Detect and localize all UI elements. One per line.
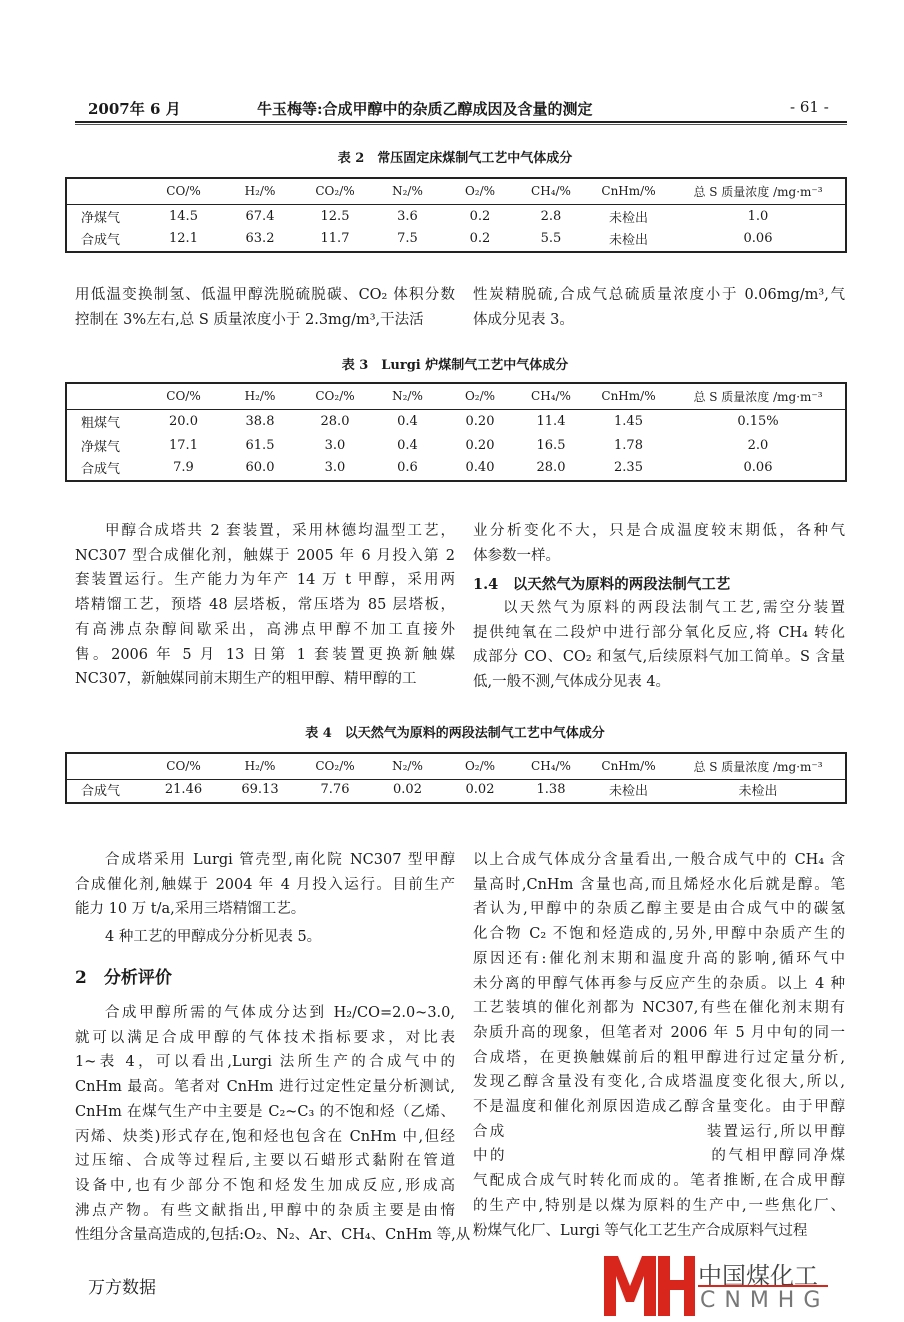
table-cell: 0.20 [465,437,495,453]
table-cell: 总 S 质量浓度 /mg·m⁻³ [671,753,846,779]
watermark-cn: 中国煤化工 [698,1262,818,1290]
text-line: 塔精馏工艺，预塔 48 层塔板，常压塔为 85 层塔板， [75,597,455,614]
table-cell: 69.13 [241,781,279,797]
text-line: 发现乙醇含量没有变化,合成塔温度变化很大,所以, [473,1074,845,1091]
table-cell: 0.6 [397,459,418,475]
table-cell: 63.2 [245,230,275,246]
table-cell: 12.1 [169,230,198,246]
text-line: 工艺装填的催化剂都为 NC307,有些在催化剂末期有 [473,1000,845,1017]
table-cell: CH₄/% [516,383,586,409]
table-row [66,409,846,433]
table-cell: 0.02 [465,781,495,797]
text-line: NC307，新触媒同前末期生产的粗甲醇、精甲醇的工 [75,671,417,688]
table-cell: 67.4 [245,208,275,224]
text-line: 原因还有:催化剂末期和温度升高的影响,循环气中 [473,950,845,967]
header-title: 牛玉梅等:合成甲醇中的杂质乙醇成因及含量的测定 [257,100,593,118]
table-cell: 未检出 [608,783,648,799]
table4-title: 表 4 以天然气为原料的两段法制气工艺中气体成分 [305,726,605,741]
text-line: 业分析变化不大，只是合成温度较末期低，各种气 [473,523,845,539]
text-line: NC307 型合成催化剂，触媒于 2005 年 6 月投入第 2 [75,547,455,564]
table-cell: CnHm/% [586,753,671,779]
text-line: 售。2006 年 5 月 13 日第 1 套装置更换新触媒 [75,646,455,663]
table-cell: 0.4 [397,437,418,453]
row-label: 粗煤气 [81,415,121,431]
table-cell: CO₂/% [299,753,371,779]
para3-p2 [75,925,455,950]
text-line: 未分离的甲醇气体再参与反应产生的杂质。以上 4 种 [473,975,845,992]
text-line: 性组分含量高造成的,包括:O₂、N₂、Ar、CH₄、CnHm 等,从 [75,1227,471,1244]
table-cell: 2.8 [540,208,562,224]
table-cell: 61.5 [245,437,275,453]
table-cell: H₂/% [221,178,299,204]
table3 [65,382,847,482]
table-row [66,204,846,228]
page-number: - 61 - [790,98,829,116]
table-cell: O₂/% [444,753,516,779]
table-cell: 0.20 [465,413,495,429]
text-line: 合成甲醇所需的气体成分达到 H₂/CO=2.0~3.0, [105,1005,455,1021]
table2-title: 表 2 常压固定床煤制气工艺中气体成分 [337,151,573,166]
text-line: 体参数一样。 [473,547,560,564]
table-cell: H₂/% [221,383,299,409]
table-cell: 0.2 [469,230,491,246]
table-cell: 17.1 [169,437,198,453]
text-line: CnHm 最高。笔者对 CnHm 进行过定性定量分析测试, [75,1079,455,1096]
text-line: 能力 10 万 t/a,采用三塔精馏工艺。 [75,901,306,918]
table-cell: 未检出 [608,210,648,226]
table-cell: 1.38 [536,781,566,797]
table-row [66,433,846,457]
header-rule [75,121,847,123]
table-cell: 总 S 质量浓度 /mg·m⁻³ [671,178,846,204]
table-cell: CO₂/% [299,178,371,204]
table4 [65,752,847,804]
watermark-logo [600,1254,840,1318]
table-cell: 0.4 [397,413,418,429]
header-date: 2007年 6 月 [88,100,181,118]
table-cell: 14.5 [169,208,198,224]
text-line: 成部分 CO、CO₂ 和氢气,后续原料气加工简单。S 含量 [473,649,845,666]
section-heading-2: 2 分析评价 [75,968,172,988]
text-line: 气配成合成气时转化而成的。笔者推断,在合成甲醇 [473,1173,845,1190]
text-line: 有高沸点杂醇间歇采出，高沸点甲醇不加工直接外 [75,621,455,638]
table-row [66,457,846,481]
text-line: 低,一般不测,气体成分见表 4。 [473,674,671,691]
text-line: 性炭精脱硫,合成气总硫质量浓度小于 0.06mg/m³,气 [473,287,845,303]
text-line: 的生产中,特别是以煤为原料的生产中,一些焦化厂、 [473,1197,845,1214]
text-line: 体成分见表 3。 [473,311,574,328]
table-row [66,228,846,252]
table-cell: 0.02 [393,781,422,797]
table-cell: O₂/% [444,178,516,204]
para2-right [473,519,845,568]
footer-source: 万方数据 [88,1278,156,1298]
table-cell: 未检出 [608,232,648,248]
text-line: 4 种工艺的甲醇成分分析见表 5。 [105,929,322,945]
table-cell: 60.0 [245,459,275,475]
text-line: 粉煤气化厂、Lurgi 等气化工艺生产合成原料气过程 [473,1222,808,1239]
para2-left [75,519,455,692]
table-cell: CO/% [146,753,221,779]
para1-left [75,283,455,332]
watermark-en: CNMHG [700,1288,830,1313]
table-cell: 7.9 [173,459,194,475]
table-cell: 1.78 [614,437,643,453]
table-header-row [66,383,846,409]
table-cell [66,753,146,779]
table-cell: 总 S 质量浓度 /mg·m⁻³ [671,383,846,409]
text-line: 以天然气为原料的两段法制气工艺,需空分装置 [503,600,845,616]
text-line: 控制在 3%左右,总 S 质量浓度小于 2.3mg/m³,干法活 [75,311,424,328]
table-cell: 38.8 [245,413,275,429]
text-line: 量高时,CnHm 含量也高,而且烯烃水化后就是醇。笔 [473,876,845,893]
text-line: 合成塔采用 Lurgi 管壳型,南化院 NC307 型甲醇 [105,852,455,868]
table-cell: 20.0 [169,413,198,429]
text-line: 合成催化剂,触媒于 2004 年 4 月投入运行。目前生产 [75,876,455,893]
table-cell: CH₄/% [516,178,586,204]
table-cell: 3.6 [397,208,418,224]
text-line: 化合物 C₂ 不饱和烃造成的,另外,甲醇中杂质产生的 [473,926,845,943]
table-cell: H₂/% [221,753,299,779]
row-label: 合成气 [81,783,121,799]
table-cell [66,383,146,409]
table-cell: N₂/% [371,753,444,779]
table-header-row [66,178,846,204]
table-cell: 21.46 [164,781,203,797]
text-line: 丙烯、炔类)形式存在,饱和烃也包含在 CnHm 中,但经 [75,1128,455,1145]
table-cell: 11.4 [536,413,566,429]
table-cell: 2.35 [614,459,643,475]
table-row [66,779,846,803]
table-cell: N₂/% [371,178,444,204]
table-cell: 0.06 [743,459,773,475]
table-cell: 3.0 [324,459,346,475]
text-line: 以上合成气体成分含量看出,一般合成气中的 CH₄ 含 [473,852,845,868]
row-label: 净煤气 [81,210,121,226]
para1-right [473,283,845,332]
text-line: 合成 装置运行,所以甲醇 [473,1123,845,1140]
table2 [65,177,847,253]
para3-p3 [75,1001,471,1248]
table-cell: 3.0 [324,437,346,453]
text-line: 套装置运行。生产能力为年产 14 万 t 甲醇，采用两 [75,572,455,589]
table-cell: 未检出 [738,783,778,799]
table-cell: CH₄/% [516,753,586,779]
table-cell: 0.2 [469,208,491,224]
table-cell: 12.5 [320,208,350,224]
table-cell: 7.5 [397,230,418,246]
text-line: 提供纯氧在二段炉中进行部分氧化反应,将 CH₄ 转化 [473,624,845,641]
table-cell: 5.5 [540,230,562,246]
section-heading-1-4: 1.4 以天然气为原料的两段法制气工艺 [473,576,731,593]
table-cell: 7.76 [320,781,350,797]
table-cell: 1.45 [614,413,643,429]
para3-right [473,848,845,1243]
text-line: 就可以满足合成甲醇的气体技术指标要求，对比表 [75,1029,455,1046]
table-cell: 11.7 [320,230,350,246]
table-cell: CO/% [146,178,221,204]
row-label: 合成气 [81,232,121,248]
text-line: 1~表 4，可以看出,Lurgi 法所生产的合成气中的 [75,1054,455,1071]
text-line: 不是温度和催化剂原因造成乙醇含量变化。由于甲醇 [473,1099,845,1116]
table-cell: 0.40 [465,459,495,475]
table-cell: CnHm/% [586,178,671,204]
table-cell: 2.0 [747,437,769,453]
text-line: 过压缩、合成等过程后,主要以石蜡形式黏附在管道 [75,1153,455,1170]
table-cell: 0.06 [743,230,773,246]
table-cell: O₂/% [444,383,516,409]
table-cell: 0.15% [737,413,779,429]
row-label: 合成气 [81,461,121,477]
text-line: 设备中,也有少部分不饱和烃发生加成反应,形成高 [75,1177,455,1194]
cnmhg-logo-icon [600,1254,695,1318]
table-cell: CO/% [146,383,221,409]
watermark-line [698,1285,828,1287]
table-cell [66,178,146,204]
table-cell: 16.5 [536,437,566,453]
para3-p1 [75,848,455,922]
header-rule-thin [75,124,847,125]
table-cell: N₂/% [371,383,444,409]
table3-title: 表 3 Lurgi 炉煤制气工艺中气体成分 [341,358,569,373]
text-line: 用低温变换制氢、低温甲醇洗脱硫脱碳、CO₂ 体积分数 [75,287,455,303]
text-line: CnHm 在煤气生产中主要是 C₂~C₃ 的不饱和烃（乙烯、 [75,1103,455,1120]
text-line: 沸点产物。有些文献指出,甲醇中的杂质主要是由惰 [75,1202,455,1219]
row-label: 净煤气 [81,439,121,455]
para2-right2 [473,596,845,695]
table-cell: 28.0 [320,413,350,429]
table-cell: 1.0 [747,208,769,224]
table-cell: CnHm/% [586,383,671,409]
table-cell: 28.0 [536,459,566,475]
table-header-row [66,753,846,779]
text-line: 者认为,甲醇中的杂质乙醇主要是由合成气中的碳氢 [473,901,845,918]
text-line: 甲醇合成塔共 2 套装置，采用林德均温型工艺， [105,523,455,539]
text-line: 杂质升高的现象，但笔者对 2006 年 5 月中旬的同一 [473,1024,845,1041]
table-cell: CO₂/% [299,383,371,409]
text-line: 合成塔，在更换触媒前后的粗甲醇进行过定量分析, [473,1049,845,1066]
text-line: 中的 的气相甲醇同净煤 [473,1148,845,1165]
